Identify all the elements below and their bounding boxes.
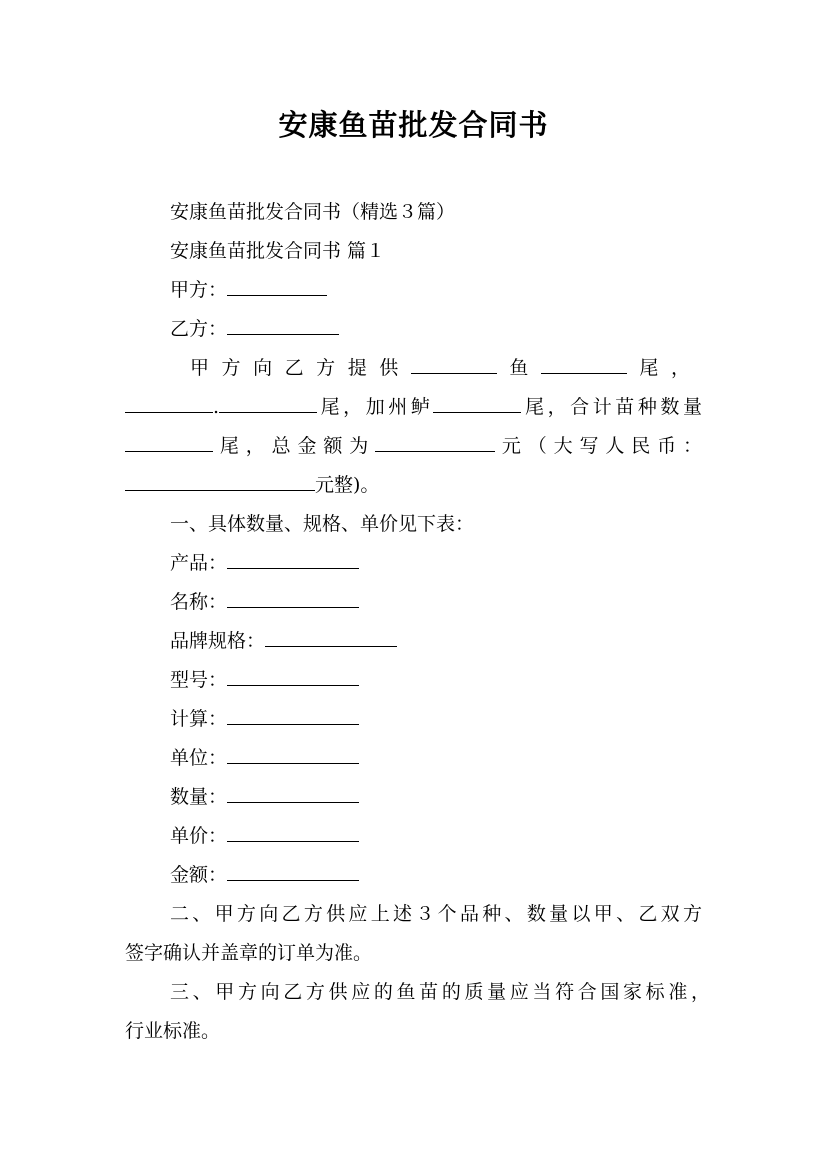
para1-text: 尾，加州鲈	[317, 396, 434, 418]
field-label: 型号：	[170, 669, 228, 691]
para1-text: 元整)。	[315, 474, 380, 496]
field-model	[170, 667, 359, 693]
field-brand-spec	[170, 628, 397, 654]
fill-blank	[125, 474, 315, 491]
clause-3-line2: 行业标准。	[125, 1020, 221, 1042]
field-blank	[227, 786, 359, 803]
field-product	[170, 550, 359, 576]
field-label: 金额：	[170, 864, 228, 886]
para1-line3	[125, 433, 702, 459]
para1-text: 甲方向乙方提供	[190, 357, 411, 379]
field-blank	[227, 669, 359, 686]
clause-2-line2: 签字确认并盖章的订单为准。	[125, 942, 373, 964]
field-label: 品牌规格：	[170, 630, 266, 652]
clause-3-line1: 三、甲方向乙方供应的鱼苗的质量应当符合国家标准，	[170, 981, 710, 1003]
para1-text: 元（大写人民币：	[495, 435, 702, 457]
field-unit-price	[170, 823, 359, 849]
para1-text: 鱼	[496, 357, 541, 379]
section-heading: 安康鱼苗批发合同书 篇１	[170, 240, 386, 262]
party-a-blank	[227, 279, 327, 296]
field-label: 单位：	[170, 747, 228, 769]
field-label: 单价：	[170, 825, 228, 847]
para1-text: 尾，总金额为	[213, 435, 376, 457]
field-unit	[170, 745, 359, 771]
field-quantity	[170, 784, 359, 810]
fill-blank	[541, 357, 627, 374]
field-calc	[170, 706, 359, 732]
field-blank	[227, 591, 359, 608]
fill-blank	[125, 396, 213, 413]
party-b-line	[170, 316, 339, 342]
para1-text: .	[213, 396, 220, 418]
para1-line2	[125, 394, 702, 420]
field-label: 产品：	[170, 552, 228, 574]
fill-blank	[125, 435, 213, 452]
party-b-blank	[227, 318, 339, 335]
field-blank	[227, 747, 359, 764]
para1-line1	[190, 355, 690, 381]
fill-blank	[433, 396, 521, 413]
fill-blank	[219, 396, 317, 413]
field-label: 计算：	[170, 708, 228, 730]
subtitle: 安康鱼苗批发合同书（精选３篇）	[170, 201, 456, 223]
field-label: 数量：	[170, 786, 228, 808]
field-label: 名称：	[170, 591, 228, 613]
field-blank	[227, 825, 359, 842]
field-blank	[227, 552, 359, 569]
party-a-line	[170, 277, 327, 303]
field-amount	[170, 862, 359, 888]
para1-line4	[125, 472, 379, 498]
para1-text: 尾，合计苗种数量	[521, 396, 702, 418]
para1-text: 尾，	[626, 357, 690, 379]
clause-1: 一、具体数量、规格、单价见下表：	[170, 513, 475, 535]
party-b-label: 乙方：	[170, 318, 228, 340]
clause-2-line1: 二、甲方向乙方供应上述３个品种、数量以甲、乙双方	[170, 903, 702, 925]
document-title: 安康鱼苗批发合同书	[278, 108, 549, 142]
fill-blank	[411, 357, 497, 374]
field-name	[170, 589, 359, 615]
party-a-label: 甲方：	[170, 279, 228, 301]
field-blank	[265, 630, 397, 647]
field-blank	[227, 708, 359, 725]
fill-blank	[375, 435, 495, 452]
field-blank	[227, 864, 359, 881]
